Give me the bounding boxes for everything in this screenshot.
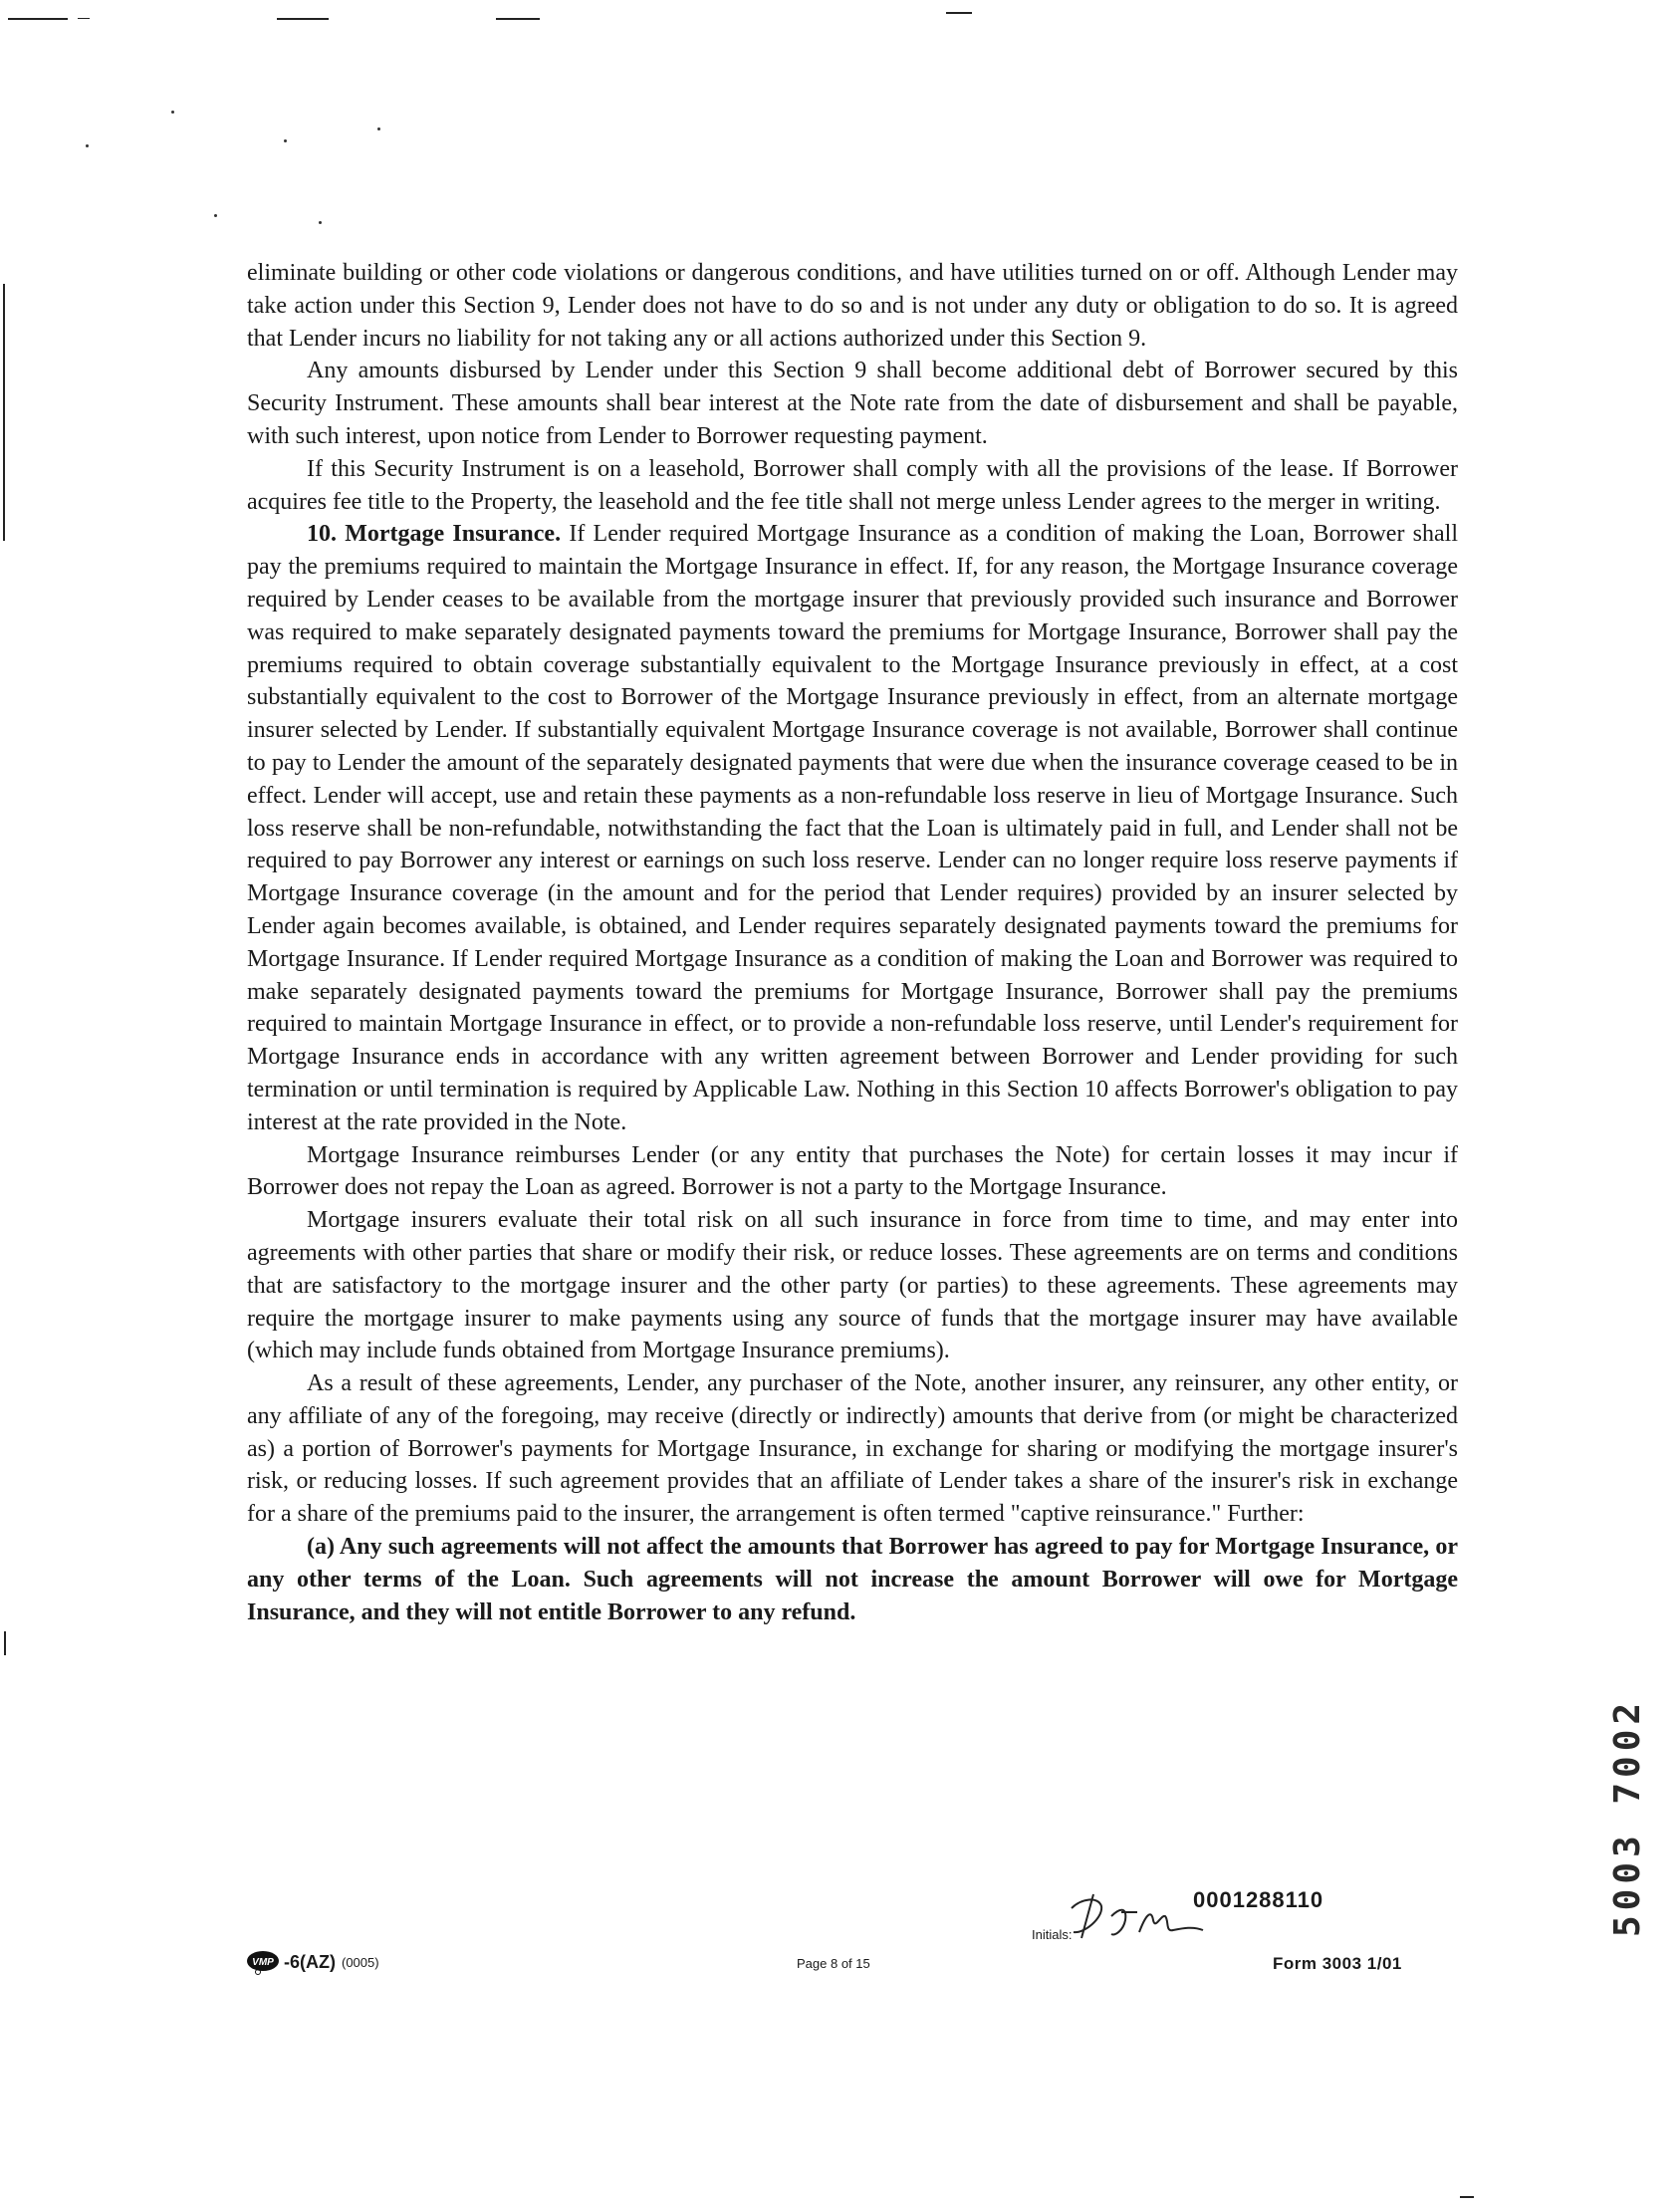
vmp-logo-icon [246,1949,282,1975]
scan-artifact [171,111,174,114]
bold-paragraph: (a) Any such agreements will not affect the amounts that Borrower has agreed to pay for Mortgage Insurance, or any other terms of the Loan. Such agreements will not increase the amount Borrower will owe for Mortgage Insurance, and they will not entitle Borrower to any refund. [247,1534,1458,1625]
side-stamp [1607,1569,1651,1937]
scan-artifact [377,127,380,130]
initials-label: Initials: [1032,1927,1073,1942]
scan-artifact [214,214,217,217]
form-id [246,1949,379,1975]
scan-artifact [4,1631,6,1655]
scan-artifact [3,284,5,541]
paragraph: If this Security Instrument is on a leasehold, Borrower shall comply with all the provisions of the lease. If Borrower acquires fee title to the Property, the leasehold and the fee title shall not merge unless Lender agrees to the merger in writing. [247,455,1458,515]
scan-artifact [319,221,322,224]
section-10-text: If Lender required Mortgage Insurance as a condition of making the Loan, Borrower shall pay the premiums required to maintain the Mortgage Insurance in effect. If, for any reason, the Mortgage Insurance coverage required by Lender ceases to be available from the mortgage insurer that previously provided such insurance and Borrower was required to make separately designated payments toward the premiums for Mortgage Insurance, Borrower shall pay the premiums required to obtain coverage substantially equivalent to the Mortgage Insurance previously in effect, at a cost substantially equivalent to the cost to Borrower of the Mortgage Insurance previously in effect, from an alternate mortgage insurer selected by Lender. If substantially equivalent Mortgage Insurance coverage is not available, Borrower shall continue to pay to Lender the amount of the separately designated payments that were due when the insurance coverage ceased to be in effect. Lender will accept, use and retain these payments as a non-refundable loss reserve in lieu of Mortgage Insurance. Such loss reserve shall be non-refundable, notwithstanding the fact that the Loan is ultimately paid in full, and Lender shall not be required to pay Borrower any interest or earnings on such loss reserve. Lender can no longer require loss reserve payments if Mortgage Insurance coverage (in the amount and for the period that Lender requires) provided by an insurer selected by Lender again becomes available, is obtained, and Lender requires separately designated payments toward the premiums for Mortgage Insurance. If Lender required Mortgage Insurance as a condition of making the Loan and Borrower was required to make separately designated payments toward the premiums for Mortgage Insurance, Borrower shall pay the premiums required to maintain Mortgage Insurance in effect, or to provide a non-refundable loss reserve, until Lender's requirement for Mortgage Insurance ends in accordance with any written agreement between Borrower and Lender providing for such termination or until termination is required by Applicable Law. Nothing in this Section 10 affects Borrower's obligation to pay interest at the rate provided in the Note. [247,521,1458,1135]
scan-artifact [946,12,972,14]
section-10-paragraph [247,518,1458,1138]
svg-text:VMP: VMP [252,1957,274,1968]
side-stamp-text: 5003 7002 [1607,1697,1648,1937]
scan-artifact [86,144,89,147]
paragraph: Any amounts disbursed by Lender under this Section 9 shall become additional debt of Borrower secured by this Security Instrument. These amounts shall bear interest at the Note rate from the date of disbursement and shall be payable, with such interest, upon notice from Lender to Borrower requesting payment. [247,358,1458,449]
scan-artifact [1460,2196,1474,2198]
paragraph: Mortgage insurers evaluate their total risk on all such insurance in force from time to time, and may enter into agreements with other parties that share or modify their risk, or reduce losses. These agreements are on terms and conditions that are satisfactory to the mortgage insurer and the other party (or parties) to these agreements. These agreements may require the mortgage insurer to make payments using any source of funds that the mortgage insurer may have available (which may include funds obtained from Mortgage Insurance premiums). [247,1207,1458,1364]
form-code: -6(AZ) [284,1951,336,1972]
form-revision: (0005) [342,1954,379,1970]
initials-signature [1054,1886,1213,1946]
loan-number: 0001288110 [1193,1887,1324,1912]
scan-artifact [284,139,287,142]
form-number: Form 3003 1/01 [1273,1954,1402,1973]
scan-artifact [277,18,329,20]
paragraph: As a result of these agreements, Lender, any purchaser of the Note, another insurer, any reinsurer, any other entity, or any affiliate of any of the foregoing, may receive (directly or indirectly) amounts that derive from (or might be characterized as) a portion of Borrower's payments for Mortgage Insurance, in exchange for sharing or modifying the mortgage insurer's risk, or reducing losses. If such agreement provides that an affiliate of Lender takes a share of the insurer's risk in exchange for a share of the premiums paid to the insurer, the arrangement is often termed "captive reinsurance." Further: [247,1370,1458,1528]
paragraph: eliminate building or other code violations or dangerous conditions, and have utilities turned on or off. Although Lender may take action under this Section 9, Lender does not have to do so and is not under any duty or obligation to do so. It is agreed that Lender incurs no liability for not taking any or all actions authorized under this Section 9. [247,260,1458,352]
section-heading: 10. Mortgage Insurance. [307,521,562,548]
scan-artifact [78,18,90,19]
page-number: Page 8 of 15 [797,1956,870,1971]
paragraph: Mortgage Insurance reimburses Lender (or any entity that purchases the Note) for certain losses it may incur if Borrower does not repay the Loan as agreed. Borrower is not a party to the Mortgage Insurance. [247,1141,1458,1201]
scan-artifact [496,18,540,20]
document-body [247,257,1458,1628]
scan-artifact [8,18,68,20]
